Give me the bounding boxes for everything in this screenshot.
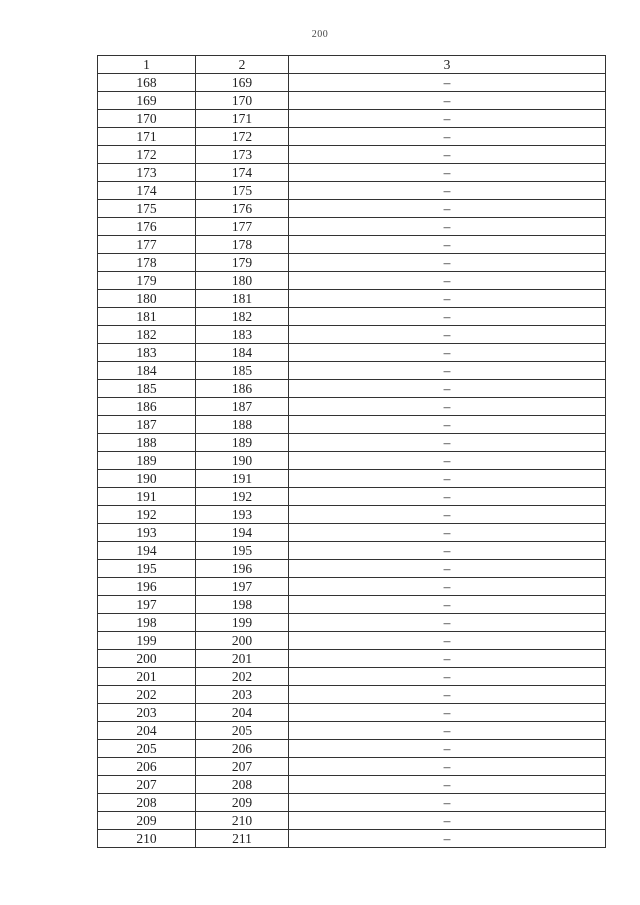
table-cell-col-3: – <box>289 272 606 290</box>
table-cell-col-1: 208 <box>98 794 196 812</box>
table-row <box>98 74 606 92</box>
table-cell-col-1: 204 <box>98 722 196 740</box>
table-cell-col-3: – <box>289 470 606 488</box>
table-cell-col-1: 169 <box>98 92 196 110</box>
table-cell-col-3: – <box>289 560 606 578</box>
table-cell-col-1: 188 <box>98 434 196 452</box>
table-cell-col-2: 203 <box>196 686 289 704</box>
table-cell-col-2: 183 <box>196 326 289 344</box>
table-cell-col-1: 177 <box>98 236 196 254</box>
table-cell-col-3: – <box>289 254 606 272</box>
table-row <box>98 812 606 830</box>
table-cell-col-1: 192 <box>98 506 196 524</box>
table-cell-col-2: 182 <box>196 308 289 326</box>
table-cell-col-2: 174 <box>196 164 289 182</box>
table-cell-col-2: 204 <box>196 704 289 722</box>
table-row <box>98 344 606 362</box>
table-cell-col-3: – <box>289 668 606 686</box>
table-cell-col-3: – <box>289 326 606 344</box>
table-cell-col-1: 191 <box>98 488 196 506</box>
table-cell-col-1: 189 <box>98 452 196 470</box>
table-row <box>98 182 606 200</box>
table-row <box>98 254 606 272</box>
table-cell-col-2: 197 <box>196 578 289 596</box>
table-cell-col-3: – <box>289 344 606 362</box>
table-cell-col-1: 183 <box>98 344 196 362</box>
table-row <box>98 740 606 758</box>
table-row <box>98 632 606 650</box>
table-cell-col-3: – <box>289 812 606 830</box>
table-cell-col-2: 195 <box>196 542 289 560</box>
table-cell-col-1: 168 <box>98 74 196 92</box>
table-cell-col-1: 210 <box>98 830 196 848</box>
table-cell-col-1: 206 <box>98 758 196 776</box>
table-row <box>98 524 606 542</box>
table-cell-col-1: 184 <box>98 362 196 380</box>
table-header-row <box>98 56 606 74</box>
table-row <box>98 758 606 776</box>
table-cell-col-1: 179 <box>98 272 196 290</box>
table-row <box>98 398 606 416</box>
table-cell-col-3: – <box>289 146 606 164</box>
table-cell-col-2: 179 <box>196 254 289 272</box>
table-row <box>98 416 606 434</box>
table-row <box>98 776 606 794</box>
table-cell-col-3: – <box>289 128 606 146</box>
table-cell-col-1: 171 <box>98 128 196 146</box>
table-row <box>98 668 606 686</box>
table-cell-col-1: 181 <box>98 308 196 326</box>
table-row <box>98 92 606 110</box>
table-row <box>98 164 606 182</box>
table-cell-col-1: 173 <box>98 164 196 182</box>
table-cell-col-1: 195 <box>98 560 196 578</box>
table-body <box>98 74 606 848</box>
table-row <box>98 308 606 326</box>
table-cell-col-2: 193 <box>196 506 289 524</box>
column-header-3: 3 <box>289 56 606 74</box>
table-cell-col-1: 182 <box>98 326 196 344</box>
table-cell-col-3: – <box>289 434 606 452</box>
table-cell-col-3: – <box>289 704 606 722</box>
table-cell-col-3: – <box>289 722 606 740</box>
table-cell-col-2: 198 <box>196 596 289 614</box>
table-cell-col-2: 170 <box>196 92 289 110</box>
table-cell-col-2: 199 <box>196 614 289 632</box>
table-cell-col-3: – <box>289 830 606 848</box>
table-cell-col-3: – <box>289 650 606 668</box>
table-row <box>98 578 606 596</box>
table-cell-col-1: 196 <box>98 578 196 596</box>
table-cell-col-2: 184 <box>196 344 289 362</box>
table-cell-col-1: 185 <box>98 380 196 398</box>
table-cell-col-1: 197 <box>98 596 196 614</box>
table-cell-col-3: – <box>289 182 606 200</box>
table-cell-col-2: 210 <box>196 812 289 830</box>
table-cell-col-1: 202 <box>98 686 196 704</box>
table-row <box>98 272 606 290</box>
table-cell-col-3: – <box>289 452 606 470</box>
table-cell-col-2: 173 <box>196 146 289 164</box>
table-cell-col-2: 207 <box>196 758 289 776</box>
table-cell-col-3: – <box>289 686 606 704</box>
table-cell-col-1: 175 <box>98 200 196 218</box>
table-row <box>98 128 606 146</box>
table-cell-col-2: 201 <box>196 650 289 668</box>
table-cell-col-2: 186 <box>196 380 289 398</box>
column-header-1: 1 <box>98 56 196 74</box>
table-cell-col-1: 207 <box>98 776 196 794</box>
table-cell-col-1: 190 <box>98 470 196 488</box>
table-cell-col-2: 196 <box>196 560 289 578</box>
table-cell-col-3: – <box>289 776 606 794</box>
table-cell-col-1: 170 <box>98 110 196 128</box>
data-table <box>97 55 606 848</box>
table-row <box>98 686 606 704</box>
table-cell-col-2: 188 <box>196 416 289 434</box>
table-cell-col-2: 205 <box>196 722 289 740</box>
table-row <box>98 722 606 740</box>
table-cell-col-2: 192 <box>196 488 289 506</box>
table-cell-col-2: 206 <box>196 740 289 758</box>
table-cell-col-2: 202 <box>196 668 289 686</box>
table-row <box>98 506 606 524</box>
table-cell-col-1: 172 <box>98 146 196 164</box>
table-cell-col-2: 180 <box>196 272 289 290</box>
table-row <box>98 452 606 470</box>
table-cell-col-2: 177 <box>196 218 289 236</box>
table-cell-col-3: – <box>289 416 606 434</box>
table-cell-col-2: 187 <box>196 398 289 416</box>
table-cell-col-3: – <box>289 524 606 542</box>
table-row <box>98 560 606 578</box>
table-cell-col-2: 191 <box>196 470 289 488</box>
table-cell-col-1: 203 <box>98 704 196 722</box>
table-row <box>98 596 606 614</box>
table-cell-col-2: 211 <box>196 830 289 848</box>
table-cell-col-3: – <box>289 380 606 398</box>
table-row <box>98 794 606 812</box>
table-cell-col-3: – <box>289 200 606 218</box>
table-row <box>98 110 606 128</box>
table-cell-col-2: 172 <box>196 128 289 146</box>
table-cell-col-2: 181 <box>196 290 289 308</box>
table-row <box>98 236 606 254</box>
table-cell-col-3: – <box>289 578 606 596</box>
table-row <box>98 704 606 722</box>
table-cell-col-2: 185 <box>196 362 289 380</box>
table-cell-col-3: – <box>289 758 606 776</box>
table-cell-col-1: 174 <box>98 182 196 200</box>
page-number: 200 <box>311 29 329 40</box>
table-cell-col-3: – <box>289 74 606 92</box>
table-cell-col-3: – <box>289 632 606 650</box>
table-cell-col-3: – <box>289 506 606 524</box>
table-cell-col-2: 209 <box>196 794 289 812</box>
table-cell-col-3: – <box>289 794 606 812</box>
table-cell-col-1: 180 <box>98 290 196 308</box>
table-cell-col-2: 208 <box>196 776 289 794</box>
table-cell-col-3: – <box>289 236 606 254</box>
table-cell-col-1: 187 <box>98 416 196 434</box>
table-cell-col-3: – <box>289 614 606 632</box>
table-cell-col-1: 209 <box>98 812 196 830</box>
table-row <box>98 200 606 218</box>
table-cell-col-2: 176 <box>196 200 289 218</box>
table-cell-col-3: – <box>289 92 606 110</box>
table-cell-col-2: 194 <box>196 524 289 542</box>
table-cell-col-1: 200 <box>98 650 196 668</box>
table-cell-col-3: – <box>289 740 606 758</box>
table-row <box>98 380 606 398</box>
table-cell-col-1: 176 <box>98 218 196 236</box>
table-cell-col-3: – <box>289 362 606 380</box>
table-row <box>98 542 606 560</box>
table-row <box>98 434 606 452</box>
table-cell-col-3: – <box>289 290 606 308</box>
table-cell-col-3: – <box>289 110 606 128</box>
table-row <box>98 146 606 164</box>
table-row <box>98 650 606 668</box>
table-row <box>98 614 606 632</box>
table-cell-col-1: 205 <box>98 740 196 758</box>
table-cell-col-2: 200 <box>196 632 289 650</box>
column-header-2: 2 <box>196 56 289 74</box>
table-cell-col-3: – <box>289 164 606 182</box>
table-cell-col-1: 186 <box>98 398 196 416</box>
table-cell-col-1: 201 <box>98 668 196 686</box>
table-row <box>98 218 606 236</box>
table-row <box>98 488 606 506</box>
table-cell-col-1: 198 <box>98 614 196 632</box>
table-cell-col-2: 189 <box>196 434 289 452</box>
table-cell-col-2: 171 <box>196 110 289 128</box>
table-cell-col-3: – <box>289 488 606 506</box>
table-cell-col-3: – <box>289 398 606 416</box>
table-cell-col-2: 169 <box>196 74 289 92</box>
table-row <box>98 362 606 380</box>
table-cell-col-1: 178 <box>98 254 196 272</box>
table-cell-col-3: – <box>289 218 606 236</box>
table-cell-col-2: 190 <box>196 452 289 470</box>
table-cell-col-1: 194 <box>98 542 196 560</box>
table-cell-col-2: 175 <box>196 182 289 200</box>
table-cell-col-3: – <box>289 542 606 560</box>
table-row <box>98 470 606 488</box>
table-cell-col-1: 193 <box>98 524 196 542</box>
table-row <box>98 830 606 848</box>
table-cell-col-3: – <box>289 596 606 614</box>
table-cell-col-2: 178 <box>196 236 289 254</box>
table-cell-col-1: 199 <box>98 632 196 650</box>
table-row <box>98 290 606 308</box>
table-cell-col-3: – <box>289 308 606 326</box>
table-row <box>98 326 606 344</box>
